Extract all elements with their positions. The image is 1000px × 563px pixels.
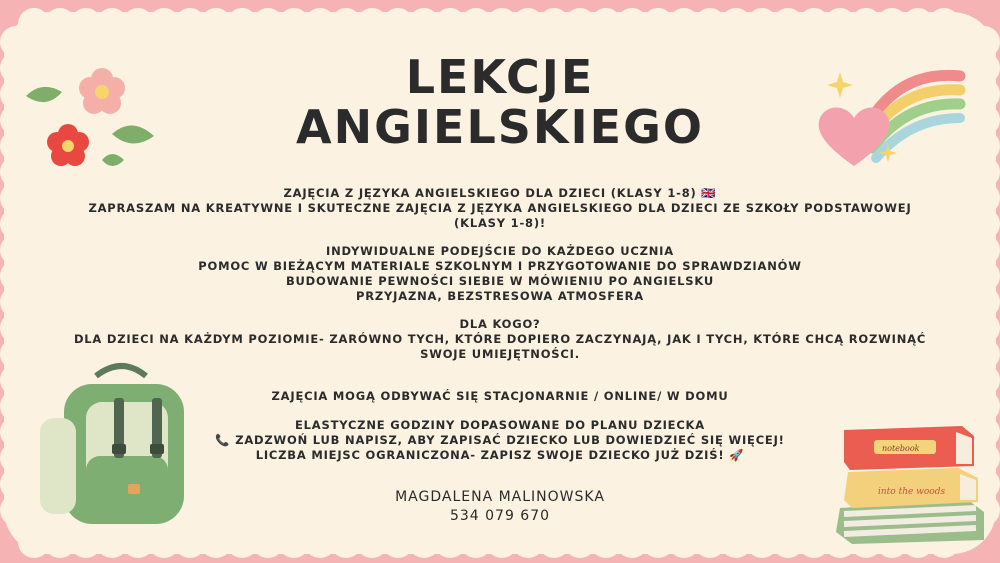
benefit-item: PRZYJAZNA, BEZSTRESOWA ATMOSFERA — [356, 289, 644, 303]
benefit-item: BUDOWANIE PEWNOŚCI SIEBIE W MÓWIENIU PO ANGIELSKU — [285, 274, 715, 288]
contact-name: MAGDALENA MALINOWSKA — [395, 489, 605, 505]
audience-heading: DLA KOGO? — [459, 317, 541, 331]
intro-line: ZAJĘCIA Z JĘZYKA ANGIELSKIEGO DLA DZIECI (KLASY 1-8) 🇬🇧 — [283, 186, 717, 200]
audience-line: DLA DZIECI NA KAŻDYM POZIOMIE- ZARÓWNO TYCH, KTÓRE DOPIERO ZACZYNAJĄ, JAK I TYCH, KTÓRE CHCĄ ROZWINĄĆ — [73, 332, 927, 346]
closing-line: LICZBA MIEJSC OGRANICZONA- ZAPISZ SWOJE DZIECKO JUŻ DZIŚ! 🚀 — [255, 448, 745, 462]
intro-line: (KLASY 1-8)! — [454, 216, 546, 230]
contact-section — [300, 488, 700, 526]
book-label-into-the-woods: into the woods — [878, 487, 946, 497]
title-line-1: LEKCJE — [405, 50, 595, 104]
closing-line: 📞 ZADZWOŃ LUB NAPISZ, ABY ZAPISAĆ DZIECKO LUB DOWIEDZIEĆ SIĘ WIĘCEJ! — [215, 433, 785, 447]
benefits-section — [70, 244, 930, 304]
audience-section — [70, 317, 930, 362]
location-line: ZAJĘCIA MOGĄ ODBYWAĆ SIĘ STACJONARNIE / ONLINE/ W DOMU — [271, 389, 729, 403]
benefit-item: INDYWIDUALNE PODEJŚCIE DO KAŻDEGO UCZNIA — [326, 244, 674, 258]
closing-section — [70, 418, 930, 463]
page-title — [250, 52, 750, 152]
contact-phone: 534 079 670 — [449, 508, 551, 524]
location-section — [70, 389, 930, 404]
intro-section — [70, 186, 930, 231]
closing-line: ELASTYCZNE GODZINY DOPASOWANE DO PLANU DZIECKA — [295, 418, 705, 432]
title-line-2: ANGIELSKIEGO — [296, 100, 704, 154]
benefit-item: POMOC W BIEŻĄCYM MATERIALE SZKOLNYM I PRZYGOTOWANIE DO SPRAWDZIANÓW — [198, 259, 802, 273]
intro-line: ZAPRASZAM NA KREATYWNE I SKUTECZNE ZAJĘCIA Z JĘZYKA ANGIELSKIEGO DLA DZIECI ZE SZKOŁY PODSTAWOWEJ — [88, 201, 912, 215]
book-label-notebook: notebook — [882, 444, 920, 453]
audience-line: SWOJE UMIEJĘTNOŚCI. — [420, 347, 580, 361]
